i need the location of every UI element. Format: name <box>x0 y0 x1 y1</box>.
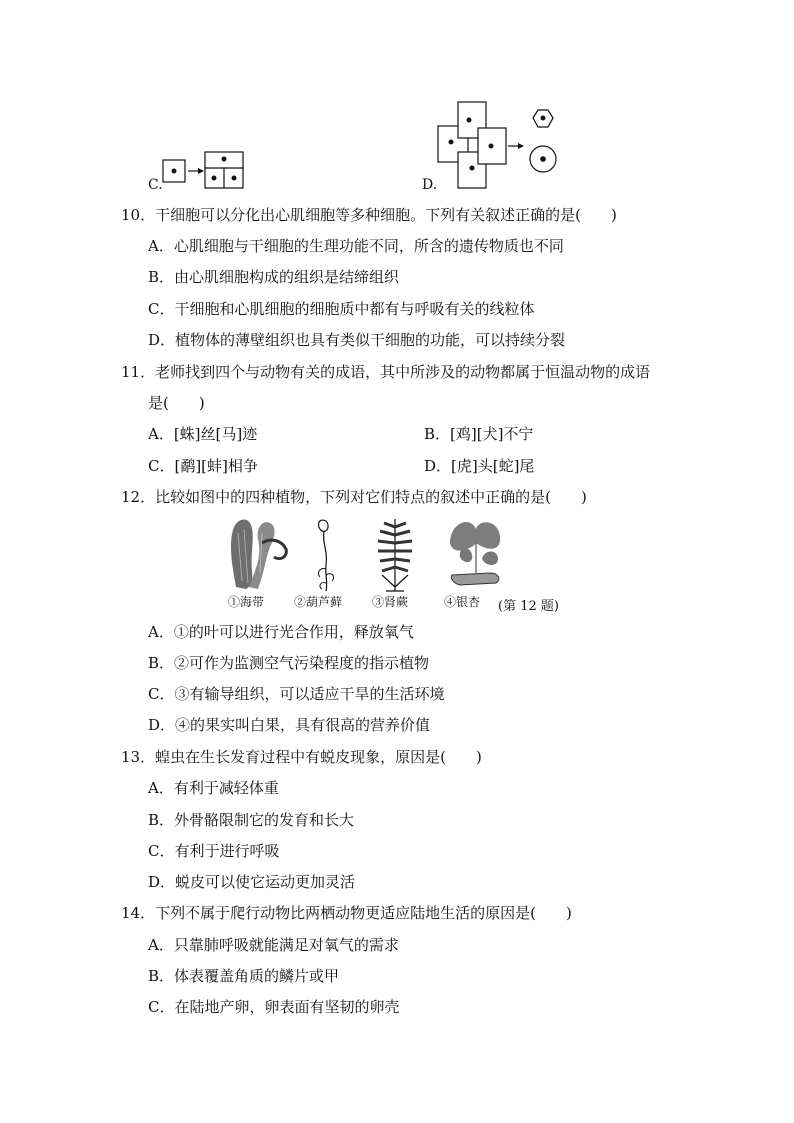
kelp-drawing <box>222 513 292 593</box>
question-14-option-a: A．只靠肺呼吸就能满足对氧气的需求 <box>148 936 399 954</box>
question-14-option-c: C．在陆地产卵，卵表面有坚韧的卵壳 <box>148 998 400 1016</box>
question-13-option-b: B．外骨骼限制它的发育和长大 <box>148 811 355 829</box>
plant-label-2: ②葫芦藓 <box>294 595 343 609</box>
question-10-option-b: B．由心肌细胞构成的组织是结缔组织 <box>148 268 400 286</box>
option-c-label: C. <box>148 177 163 193</box>
figure-caption: (第 12 题) <box>498 599 559 614</box>
ginkgo-drawing <box>440 513 510 595</box>
fern-drawing <box>370 513 420 595</box>
plant-label-3: ③肾蕨 <box>372 595 409 609</box>
figure-d <box>422 100 562 192</box>
question-12-option-b: B．②可作为监测空气污染程度的指示植物 <box>148 654 430 672</box>
plant-label-4: ④银杏 <box>444 595 481 609</box>
question-11-option-b: B．[鸡][犬]不宁 <box>424 425 534 443</box>
question-11-option-a: A．[蛛]丝[马]迹 <box>148 425 258 443</box>
question-12-option-a: A．①的叶可以进行光合作用，释放氧气 <box>148 623 414 641</box>
cell-differentiation-diagram-d <box>422 100 562 192</box>
question-11-stem-cont: 是( ) <box>148 394 205 412</box>
question-13-option-c: C．有利于进行呼吸 <box>148 842 280 860</box>
plant-figure <box>222 513 572 615</box>
question-11-stem: 11．老师找到四个与动物有关的成语，其中所涉及的动物都属于恒温动物的成语 <box>121 363 651 381</box>
question-13-option-d: D．蜕皮可以使它运动更加灵活 <box>148 873 356 891</box>
question-12-option-c: C．③有输导组织，可以适应干旱的生活环境 <box>148 685 445 703</box>
question-10-option-c: C．干细胞和心肌细胞的细胞质中都有与呼吸有关的线粒体 <box>148 300 535 318</box>
question-11-option-d: D．[虎]头[蛇]尾 <box>424 457 535 475</box>
question-10-stem: 10．干细胞可以分化出心肌细胞等多种细胞。下列有关叙述正确的是( ) <box>121 206 617 224</box>
moss-drawing <box>308 513 344 593</box>
figure-c <box>148 150 258 192</box>
plant-label-1: ①海带 <box>228 595 265 609</box>
cell-division-diagram-c <box>148 150 258 192</box>
option-d-label: D. <box>422 177 438 193</box>
question-14-stem: 14．下列不属于爬行动物比两栖动物更适应陆地生活的原因是( ) <box>121 904 572 922</box>
question-13-option-a: A．有利于减轻体重 <box>148 779 279 797</box>
question-10-option-d: D．植物体的薄壁组织也具有类似干细胞的功能，可以持续分裂 <box>148 331 566 349</box>
question-11-option-c: C．[鹬][蚌]相争 <box>148 457 258 475</box>
question-12-option-d: D．④的果实叫白果，具有很高的营养价值 <box>148 716 431 734</box>
question-10-option-a: A．心肌细胞与干细胞的生理功能不同，所含的遗传物质也不同 <box>148 237 564 255</box>
question-13-stem: 13．蝗虫在生长发育过程中有蜕皮现象，原因是( ) <box>121 748 482 766</box>
question-14-option-b: B．体表覆盖角质的鳞片或甲 <box>148 967 340 985</box>
question-12-stem: 12．比较如图中的四种植物，下列对它们特点的叙述中正确的是( ) <box>121 488 587 506</box>
